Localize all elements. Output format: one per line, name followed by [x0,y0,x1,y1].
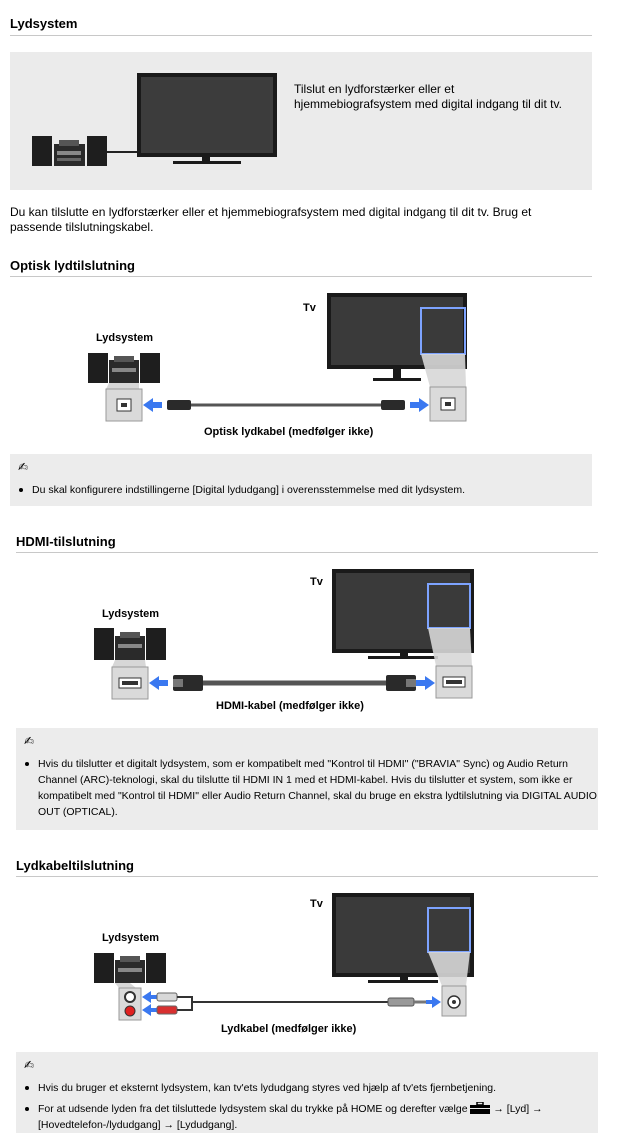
note-box [16,1052,598,1133]
arrow-right-icon [416,676,435,690]
device-label: Lydsystem [102,608,160,620]
arrow-left-icon [142,1004,157,1016]
tv-label: Tv [303,302,316,314]
section-divider [16,552,598,553]
intro-illustration [10,52,592,190]
note-list [16,1080,603,1133]
device-label: Lydsystem [102,932,160,944]
cable-label: Lydkabel (medfølger ikke) [221,1023,357,1035]
section-title-audiocable: Lydkabeltilslutning [16,858,134,873]
hdmi-diagram [0,566,632,702]
note-item: Hvis du tilslutter et digitalt lydsystem, som er kompatibelt med "Kontrol til HDMI" ("BRAVIA" Sync) og Audio Return Channel (ARC)-teknologi, skal du tilslutte til HDMI IN 1 med et HDMI-kabel. Hvis du tilslutter et system, som ikke er kompatibelt med "Kontrol til HDMI" eller Audio Return Channel, skal du bruge en ekstra lydtilslutning via DIGITAL AUDIO OUT (OPTICAL). [38,756,603,820]
section-title-optical: Optisk lydtilslutning [10,258,135,273]
note-box [10,454,592,506]
audio-system-icon [32,136,107,166]
intro-illustration-panel [10,52,592,190]
toolbox-icon [470,1102,490,1114]
note-list [16,756,603,820]
note-text: For at udsende lyden fra det tilsluttede lydsystem skal du trykke på HOME og derefter vælge [38,1103,468,1115]
audio-system-icon [94,953,166,983]
intro-paragraph: Du kan tilslutte en lydforstærker eller et hjemmebiografsystem med digital indgang til dit tv. Brug et passende tilslutningskabel. [10,205,532,234]
intro-caption: Tilslut en lydforstærker eller et hjemmebiografsystem med digital indgang til dit tv. [294,82,562,111]
note-list [10,482,602,498]
pencil-note-icon: ✍ [24,1058,35,1072]
section-divider [10,276,592,277]
arrow-right-icon [426,996,441,1008]
tv-icon [332,569,474,666]
note-item [38,1101,603,1133]
section-divider [16,876,598,877]
audio-system-icon [94,628,166,660]
arrow-left-icon [149,676,168,690]
audio-system-icon [88,353,160,383]
note-item: Hvis du bruger et eksternt lydsystem, kan tv'ets lydudgang styres ved hjælp af tv'ets fjernbetjening. [38,1080,603,1096]
tv-label: Tv [310,898,323,910]
pencil-note-icon: ✍ [18,460,29,474]
tv-label: Tv [310,576,323,588]
tv-icon [137,73,277,164]
device-label: Lydsystem [96,332,154,344]
note-box [16,728,598,830]
tv-icon [332,893,474,986]
arrow-left-icon [143,398,162,412]
section-divider [10,35,592,36]
audiocable-diagram [0,888,632,1022]
pencil-note-icon: ✍ [24,734,35,748]
tv-icon [327,293,467,387]
cable-label: Optisk lydkabel (medfølger ikke) [204,426,374,438]
section-title-hdmi: HDMI-tilslutning [16,534,116,549]
optical-diagram [0,288,632,428]
cable-label: HDMI-kabel (medfølger ikke) [216,700,364,712]
arrow-left-icon [142,991,157,1003]
note-item: Du skal konfigurere indstillingerne [Digital lydudgang] i overensstemmelse med dit lydsystem. [32,482,602,498]
arrow-right-icon [410,398,429,412]
section-title-lydsystem: Lydsystem [10,16,78,31]
note-text: → [Lyd] → [Hovedtelefon-/lydudgang] → [Lydudgang]. [38,1103,543,1131]
